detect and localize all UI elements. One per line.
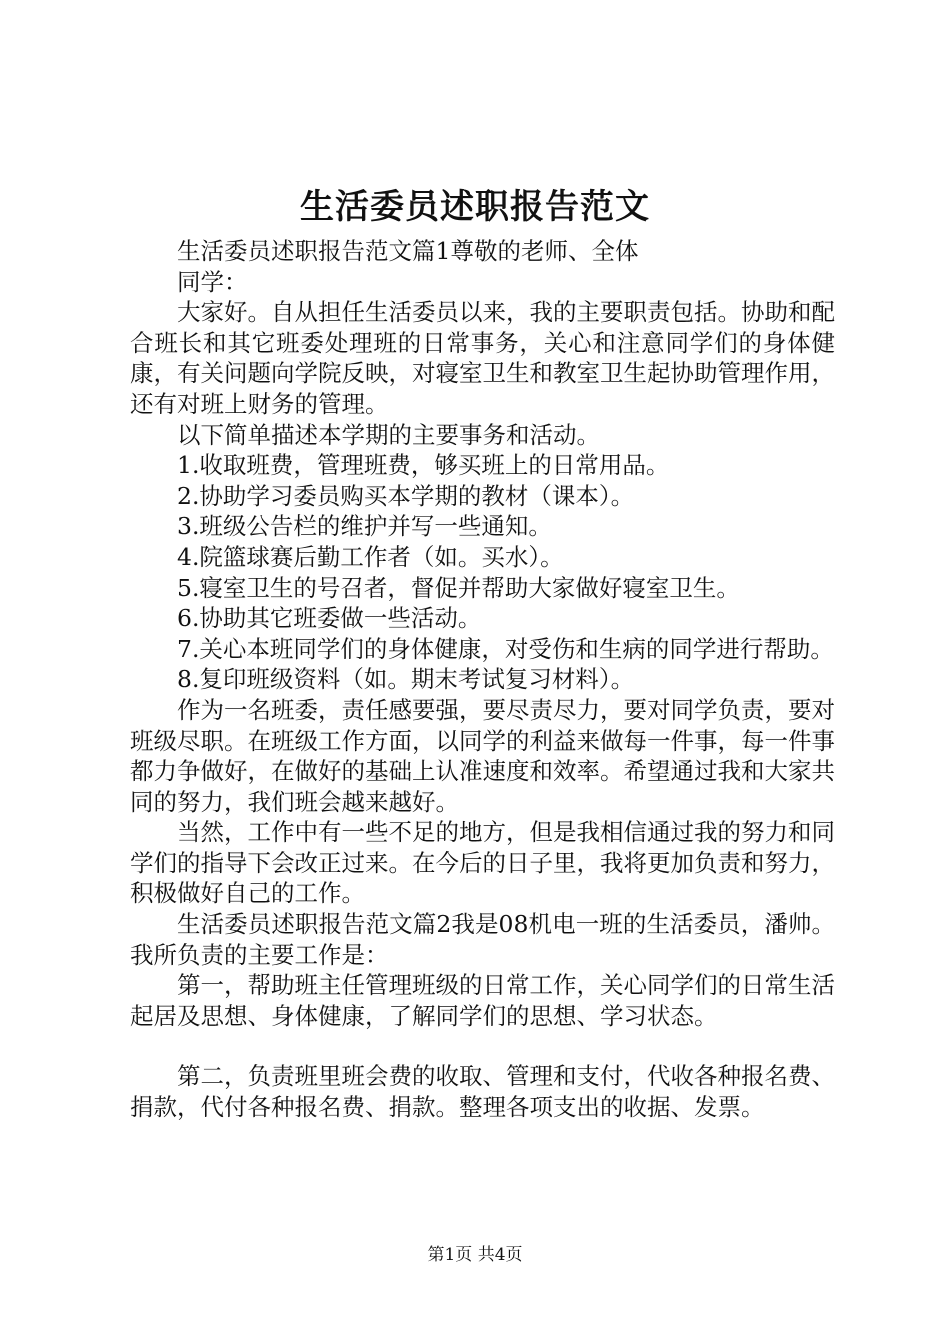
list-item: 6.协助其它班委做一些活动。 bbox=[177, 604, 482, 633]
list-item: 5.寝室卫生的号召者，督促并帮助大家做好寝室卫生。 bbox=[177, 573, 740, 602]
list-item: 3.班级公告栏的维护并写一些通知。 bbox=[177, 512, 552, 541]
list-item: 8.复印班级资料（如。期末考试复习材料）。 bbox=[177, 665, 635, 694]
document-title: 生活委员述职报告范文 bbox=[300, 187, 650, 227]
paragraph: 大家好。自从担任生活委员以来，我的主要职责包括。协助和配合班长和其它班委处理班的日常事务，关心和注意同学们的身体健康，有关问题向学院反映，对寝室卫生和教室卫生起协助管理作用，还有对班上财务的管理。 bbox=[130, 298, 835, 418]
list-item: 1.收取班费，管理班费，够买班上的日常用品。 bbox=[177, 451, 670, 480]
paragraph: 同学： bbox=[177, 267, 248, 296]
list-item: 2.协助学习委员购买本学期的教材（课本）。 bbox=[177, 481, 635, 510]
paragraph: 生活委员述职报告范文篇2我是08机电一班的生活委员，潘帅。我所负责的主要工作是： bbox=[130, 910, 835, 969]
paragraph: 第二，负责班里班会费的收取、管理和支付，代收各种报名费、捐款，代付各种报名费、捐款。整理各项支出的收据、发票。 bbox=[130, 1062, 835, 1122]
list-item: 7.关心本班同学们的身体健康，对受伤和生病的同学进行帮助。 bbox=[177, 634, 834, 663]
paragraph: 作为一名班委，责任感要强，要尽责尽力，要对同学负责，要对班级尽职。在班级工作方面，以同学的利益来做每一件事，每一件事都力争做好，在做好的基础上认准速度和效率。希望通过我和大家共同的努力，我们班会越来越好。 bbox=[130, 695, 835, 816]
document-body bbox=[130, 236, 835, 1123]
paragraph: 第一，帮助班主任管理班级的日常工作，关心同学们的日常生活起居及思想、身体健康，了解同学们的思想、学习状态。 bbox=[130, 971, 835, 1030]
paragraph: 当然，工作中有一些不足的地方，但是我相信通过我的努力和同学们的指导下会改正过来。在今后的日子里，我将更加负责和努力，积极做好自己的工作。 bbox=[130, 818, 835, 908]
paragraph: 以下简单描述本学期的主要事务和活动。 bbox=[177, 420, 600, 449]
list-item: 4.院篮球赛后勤工作者（如。买水）。 bbox=[177, 542, 564, 571]
paragraph: 生活委员述职报告范文篇1尊敬的老师、全体 bbox=[177, 237, 639, 265]
page-indicator: 第1页 共4页 bbox=[427, 1245, 523, 1265]
